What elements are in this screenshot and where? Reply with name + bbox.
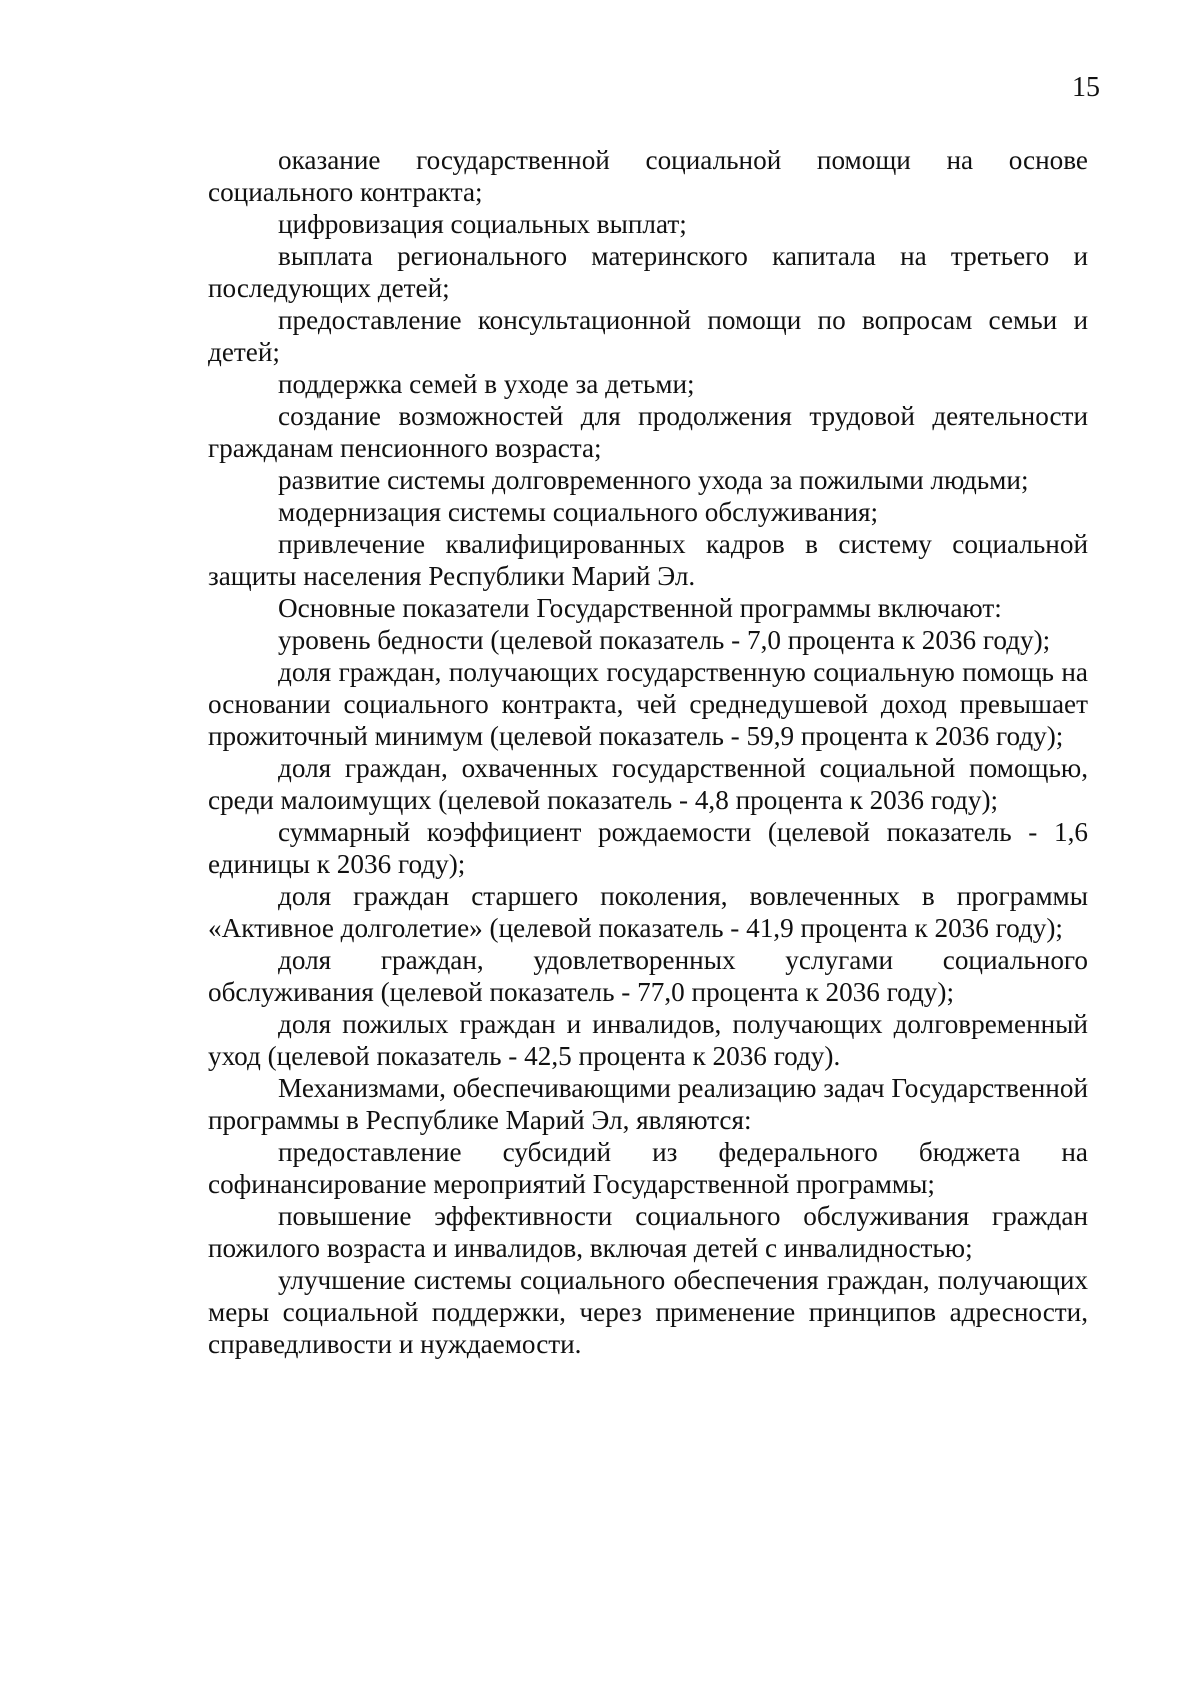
paragraph: модернизация системы социального обслуживания; — [278, 497, 879, 527]
paragraph: создание возможностей для продолжения трудовой деятельности гражданам пенсионного возраста; — [208, 401, 1088, 463]
paragraph: поддержка семей в уходе за детьми; — [278, 369, 695, 399]
page-number: 15 — [1072, 72, 1100, 103]
paragraph: повышение эффективности социального обслуживания граждан пожилого возраста и инвалидов, включая детей с инвалидностью; — [208, 1201, 1088, 1263]
paragraph: цифровизация социальных выплат; — [278, 209, 687, 239]
paragraph: доля граждан старшего поколения, вовлеченных в программы «Активное долголетие» (целевой показатель - 41,9 процента к 2036 году); — [208, 881, 1088, 943]
paragraph: предоставление консультационной помощи по вопросам семьи и детей; — [208, 305, 1088, 367]
paragraph: улучшение системы социального обеспечения граждан, получающих меры социальной поддержки, через применение принципов адресности, справедливости и нуждаемости. — [208, 1265, 1088, 1359]
paragraph: доля граждан, охваченных государственной социальной помощью, среди малоимущих (целевой показатель - 4,8 процента к 2036 году); — [208, 753, 1088, 815]
paragraph: доля граждан, получающих государственную социальную помощь на основании социального контракта, чей среднедушевой доход превышает прожиточный минимум (целевой показатель - 59,9 процента к 2036 году); — [208, 657, 1088, 751]
paragraph: уровень бедности (целевой показатель - 7,0 процента к 2036 году); — [278, 625, 1051, 655]
paragraph: привлечение квалифицированных кадров в систему социальной защиты населения Республики Марий Эл. — [208, 529, 1088, 591]
paragraph: Основные показатели Государственной программы включают: — [278, 593, 1002, 623]
paragraph: суммарный коэффициент рождаемости (целевой показатель - 1,6 единицы к 2036 году); — [208, 817, 1088, 879]
paragraph: предоставление субсидий из федерального бюджета на софинансирование мероприятий Государственной программы; — [208, 1137, 1088, 1199]
paragraph: развитие системы долговременного ухода за пожилыми людьми; — [278, 465, 1029, 495]
paragraph: выплата регионального материнского капитала на третьего и последующих детей; — [208, 241, 1088, 303]
paragraph: доля пожилых граждан и инвалидов, получающих долговременный уход (целевой показатель - 42,5 процента к 2036 году). — [208, 1009, 1088, 1071]
paragraph: оказание государственной социальной помощи на основе социального контракта; — [208, 145, 1088, 207]
paragraph: доля граждан, удовлетворенных услугами социального обслуживания (целевой показатель - 77,0 процента к 2036 году); — [208, 945, 1088, 1007]
document-body — [208, 144, 1088, 1360]
paragraph: Механизмами, обеспечивающими реализацию задач Государственной программы в Республике Марий Эл, являются: — [208, 1073, 1088, 1135]
